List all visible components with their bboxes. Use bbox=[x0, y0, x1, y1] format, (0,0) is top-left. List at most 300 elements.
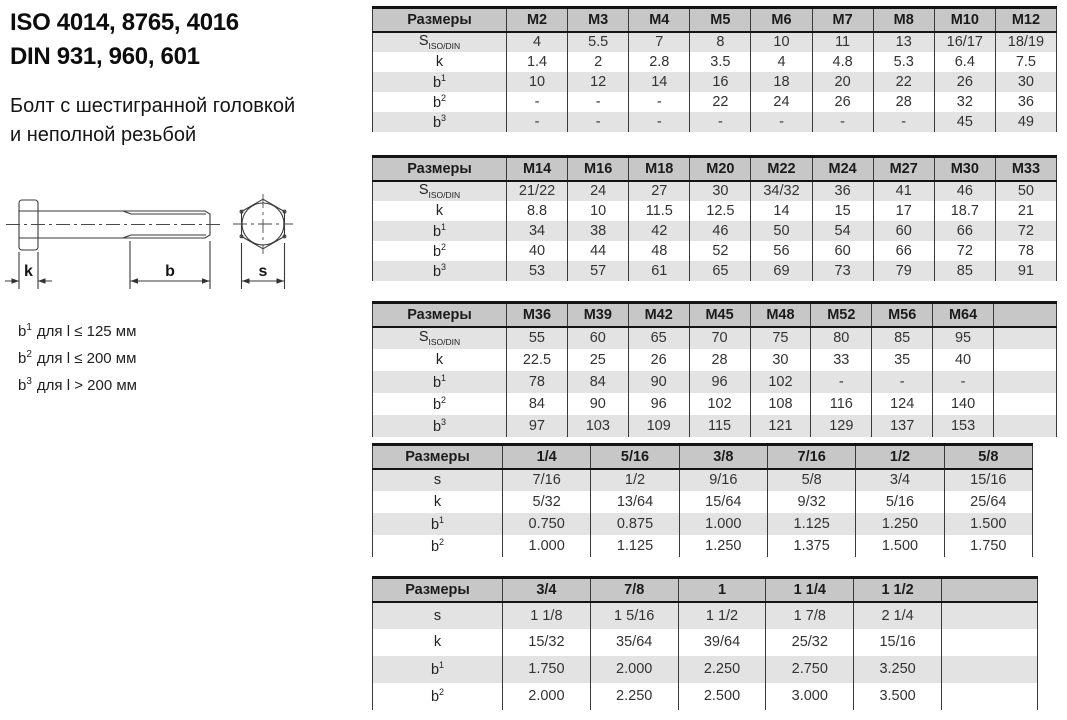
note-b2-sup: 2 bbox=[26, 349, 32, 360]
table-row bbox=[373, 327, 1057, 349]
table-header-row bbox=[373, 8, 1057, 32]
value-cell: 1.125 bbox=[591, 535, 679, 557]
value-cell: 66 bbox=[873, 241, 934, 261]
table-row bbox=[373, 683, 1038, 710]
value-cell: 34 bbox=[507, 221, 568, 241]
value-cell: 35/64 bbox=[590, 629, 678, 656]
value-cell: 72 bbox=[934, 241, 995, 261]
dimension-table-metric-m2-m12 bbox=[372, 6, 1057, 132]
value-cell: 50 bbox=[995, 181, 1056, 201]
value-cell: 10 bbox=[568, 201, 629, 221]
header-size-M20: M20 bbox=[690, 157, 751, 181]
table-row bbox=[373, 349, 1057, 371]
value-cell: 34/32 bbox=[751, 181, 812, 201]
value-cell: 4 bbox=[507, 32, 568, 52]
value-cell: 0.875 bbox=[591, 513, 679, 535]
row-label: $b^1$ bbox=[373, 656, 503, 683]
value-cell: 1 1/8 bbox=[503, 602, 591, 629]
value-cell: 1 5/16 bbox=[590, 602, 678, 629]
note-b3-symbol: b bbox=[18, 377, 27, 394]
header-sizes-label: Размеры bbox=[373, 303, 507, 327]
value-cell: 39/64 bbox=[678, 629, 766, 656]
value-cell: 1.4 bbox=[507, 52, 568, 72]
header-size-1 1/2: 1 1/2 bbox=[854, 578, 942, 602]
bolt-side-view bbox=[6, 200, 224, 250]
value-cell: 7/16 bbox=[503, 469, 591, 491]
dimension-k-label: k bbox=[24, 263, 33, 280]
value-cell: 40 bbox=[507, 241, 568, 261]
value-cell: 32 bbox=[934, 92, 995, 112]
note-b1-sup: 1 bbox=[26, 322, 32, 333]
value-cell: - bbox=[568, 92, 629, 112]
value-cell: 53 bbox=[507, 261, 568, 281]
value-cell: 38 bbox=[568, 221, 629, 241]
value-cell: 1.250 bbox=[856, 513, 944, 535]
dimension-s-arrow-right bbox=[277, 278, 285, 283]
value-cell: 5/8 bbox=[767, 469, 855, 491]
value-cell: 1.500 bbox=[944, 513, 1032, 535]
header-size-M42: M42 bbox=[628, 303, 689, 327]
header-size-M16: M16 bbox=[568, 157, 629, 181]
value-cell: 25/64 bbox=[944, 491, 1032, 513]
value-cell: 65 bbox=[690, 261, 751, 281]
row-label: $b^3$ bbox=[373, 112, 507, 132]
value-cell: 42 bbox=[629, 221, 690, 241]
dimension-k-arrow-right bbox=[38, 278, 46, 283]
row-label: $b^1$ bbox=[373, 221, 507, 241]
value-cell: 25 bbox=[567, 349, 628, 371]
value-cell: 2.250 bbox=[590, 683, 678, 710]
dimension-k-arrow-left bbox=[12, 278, 20, 283]
value-cell: 14 bbox=[751, 201, 812, 221]
table-row bbox=[373, 393, 1057, 415]
dimension-k bbox=[5, 252, 52, 289]
value-cell bbox=[994, 327, 1057, 349]
value-cell: 25/32 bbox=[766, 629, 854, 656]
value-cell: 80 bbox=[811, 327, 872, 349]
row-label: $b^2$ bbox=[373, 683, 503, 710]
value-cell: 70 bbox=[689, 327, 750, 349]
header-sizes-label: Размеры bbox=[373, 157, 507, 181]
value-cell: 5.5 bbox=[568, 32, 629, 52]
table-header-row bbox=[373, 578, 1038, 602]
product-description bbox=[10, 92, 295, 150]
value-cell: 65 bbox=[628, 327, 689, 349]
value-cell: 16 bbox=[690, 72, 751, 92]
value-cell: 1.000 bbox=[503, 535, 591, 557]
header-size-empty bbox=[942, 578, 1038, 602]
header-size-M12: M12 bbox=[995, 8, 1056, 32]
value-cell: 12.5 bbox=[690, 201, 751, 221]
value-cell: 129 bbox=[811, 415, 872, 437]
value-cell: 85 bbox=[872, 327, 933, 349]
value-cell: 2.750 bbox=[766, 656, 854, 683]
value-cell: 24 bbox=[568, 181, 629, 201]
table-row bbox=[373, 371, 1057, 393]
value-cell bbox=[994, 349, 1057, 371]
value-cell: 85 bbox=[934, 261, 995, 281]
table-header-row bbox=[373, 157, 1057, 181]
header-size-M27: M27 bbox=[873, 157, 934, 181]
value-cell: 54 bbox=[812, 221, 873, 241]
table-header-row bbox=[373, 445, 1033, 469]
value-cell: 3.5 bbox=[690, 52, 751, 72]
header-size-M5: M5 bbox=[690, 8, 751, 32]
value-cell: 121 bbox=[750, 415, 811, 437]
value-cell bbox=[942, 602, 1038, 629]
value-cell: 4.8 bbox=[812, 52, 873, 72]
row-label: k bbox=[373, 491, 503, 513]
value-cell: 18/19 bbox=[995, 32, 1056, 52]
dimension-table-metric-m14-m33 bbox=[372, 155, 1057, 281]
value-cell: 7 bbox=[629, 32, 690, 52]
thread-length-notes bbox=[18, 318, 137, 399]
header-size-M8: M8 bbox=[873, 8, 934, 32]
value-cell: 84 bbox=[507, 393, 568, 415]
value-cell: 15/32 bbox=[503, 629, 591, 656]
value-cell: 18 bbox=[751, 72, 812, 92]
row-label: $b^1$ bbox=[373, 371, 507, 393]
value-cell: 50 bbox=[751, 221, 812, 241]
value-cell: 26 bbox=[812, 92, 873, 112]
table-row bbox=[373, 201, 1057, 221]
row-label: $b^3$ bbox=[373, 261, 507, 281]
value-cell: 140 bbox=[933, 393, 994, 415]
value-cell: 3.000 bbox=[766, 683, 854, 710]
header-size-M56: M56 bbox=[872, 303, 933, 327]
value-cell: 11 bbox=[812, 32, 873, 52]
header-size-M48: M48 bbox=[750, 303, 811, 327]
value-cell: 78 bbox=[507, 371, 568, 393]
row-label: $b^1$ bbox=[373, 513, 503, 535]
table-row bbox=[373, 52, 1057, 72]
table-row bbox=[373, 513, 1033, 535]
value-cell: 36 bbox=[812, 181, 873, 201]
dimension-table bbox=[372, 155, 1057, 281]
header-size-M39: M39 bbox=[567, 303, 628, 327]
value-cell bbox=[942, 683, 1038, 710]
value-cell: 96 bbox=[628, 393, 689, 415]
row-label: s bbox=[373, 602, 503, 629]
value-cell: - bbox=[629, 112, 690, 132]
value-cell: - bbox=[507, 92, 568, 112]
value-cell: 75 bbox=[750, 327, 811, 349]
value-cell: 46 bbox=[690, 221, 751, 241]
header-size-3/8: 3/8 bbox=[679, 445, 767, 469]
value-cell: 49 bbox=[995, 112, 1056, 132]
table-row bbox=[373, 415, 1057, 437]
value-cell: - bbox=[690, 112, 751, 132]
value-cell: 2.000 bbox=[503, 683, 591, 710]
value-cell: 3.500 bbox=[854, 683, 942, 710]
value-cell: 78 bbox=[995, 241, 1056, 261]
row-label: s bbox=[373, 469, 503, 491]
header-size-M7: M7 bbox=[812, 8, 873, 32]
value-cell: 26 bbox=[934, 72, 995, 92]
value-cell: 1 1/2 bbox=[678, 602, 766, 629]
header-size-M14: M14 bbox=[507, 157, 568, 181]
row-label: k bbox=[373, 52, 507, 72]
value-cell: 10 bbox=[507, 72, 568, 92]
dimension-table bbox=[372, 6, 1057, 132]
note-b1 bbox=[18, 318, 137, 345]
row-label: k bbox=[373, 349, 507, 371]
value-cell: 9/16 bbox=[679, 469, 767, 491]
value-cell: 61 bbox=[629, 261, 690, 281]
table-row bbox=[373, 32, 1057, 52]
value-cell: - bbox=[933, 371, 994, 393]
value-cell: 97 bbox=[507, 415, 568, 437]
value-cell: 91 bbox=[995, 261, 1056, 281]
dimension-s-label: s bbox=[258, 263, 268, 280]
value-cell: 3/4 bbox=[856, 469, 944, 491]
header-size-M10: M10 bbox=[934, 8, 995, 32]
value-cell: 15/64 bbox=[679, 491, 767, 513]
header-sizes-label: Размеры bbox=[373, 445, 503, 469]
header-size-M6: M6 bbox=[751, 8, 812, 32]
table-header-row bbox=[373, 303, 1057, 327]
value-cell: 1.000 bbox=[679, 513, 767, 535]
value-cell: 22 bbox=[873, 72, 934, 92]
row-label: k bbox=[373, 201, 507, 221]
table-row bbox=[373, 602, 1038, 629]
header-size-1/2: 1/2 bbox=[856, 445, 944, 469]
value-cell: 1.750 bbox=[503, 656, 591, 683]
header-size-M2: M2 bbox=[507, 8, 568, 32]
value-cell: 90 bbox=[628, 371, 689, 393]
row-label: $S_{ISO/DIN}$ bbox=[373, 181, 507, 201]
header-size-M18: M18 bbox=[629, 157, 690, 181]
value-cell: 0.750 bbox=[503, 513, 591, 535]
value-cell: - bbox=[811, 371, 872, 393]
standards-title bbox=[10, 6, 239, 74]
dimension-b-arrow-left bbox=[131, 278, 139, 283]
value-cell: 90 bbox=[567, 393, 628, 415]
value-cell: 15/16 bbox=[944, 469, 1032, 491]
value-cell: 60 bbox=[567, 327, 628, 349]
value-cell: 1.375 bbox=[767, 535, 855, 557]
table-row bbox=[373, 629, 1038, 656]
value-cell bbox=[942, 629, 1038, 656]
value-cell: 108 bbox=[750, 393, 811, 415]
value-cell: - bbox=[751, 112, 812, 132]
value-cell: 13 bbox=[873, 32, 934, 52]
note-b3 bbox=[18, 372, 137, 399]
table-row bbox=[373, 241, 1057, 261]
value-cell: 22 bbox=[690, 92, 751, 112]
header-size-7/16: 7/16 bbox=[767, 445, 855, 469]
description-line-2: и неполной резьбой bbox=[10, 124, 197, 146]
header-size-M64: M64 bbox=[933, 303, 994, 327]
header-size-3/4: 3/4 bbox=[503, 578, 591, 602]
value-cell: 15 bbox=[812, 201, 873, 221]
value-cell: 28 bbox=[689, 349, 750, 371]
value-cell: 12 bbox=[568, 72, 629, 92]
standards-title-din: DIN 931, 960, 601 bbox=[10, 43, 200, 71]
value-cell: 15/16 bbox=[854, 629, 942, 656]
value-cell: 1.500 bbox=[856, 535, 944, 557]
value-cell: 5.3 bbox=[873, 52, 934, 72]
row-label: $S_{ISO/DIN}$ bbox=[373, 32, 507, 52]
value-cell: 1.750 bbox=[944, 535, 1032, 557]
value-cell: 18.7 bbox=[934, 201, 995, 221]
value-cell bbox=[994, 393, 1057, 415]
note-b1-text: для l ≤ 125 мм bbox=[36, 323, 137, 340]
value-cell: 7.5 bbox=[995, 52, 1056, 72]
row-label: $b^2$ bbox=[373, 92, 507, 112]
header-size-M22: M22 bbox=[751, 157, 812, 181]
value-cell: 21/22 bbox=[507, 181, 568, 201]
table-row bbox=[373, 181, 1057, 201]
header-size-M52: M52 bbox=[811, 303, 872, 327]
value-cell: 102 bbox=[750, 371, 811, 393]
table-row bbox=[373, 112, 1057, 132]
dimension-table-inch-quarter-to-fiveeighths bbox=[372, 443, 1033, 557]
value-cell: 2.000 bbox=[590, 656, 678, 683]
value-cell: 11.5 bbox=[629, 201, 690, 221]
table-row bbox=[373, 261, 1057, 281]
value-cell: 22.5 bbox=[507, 349, 568, 371]
header-size-M3: M3 bbox=[568, 8, 629, 32]
header-sizes-label: Размеры bbox=[373, 578, 503, 602]
value-cell: 115 bbox=[689, 415, 750, 437]
header-size-1: 1 bbox=[678, 578, 766, 602]
value-cell: 2.250 bbox=[678, 656, 766, 683]
header-size-M36: M36 bbox=[507, 303, 568, 327]
value-cell: - bbox=[629, 92, 690, 112]
header-size-5/8: 5/8 bbox=[944, 445, 1032, 469]
table-row bbox=[373, 221, 1057, 241]
note-b2-symbol: b bbox=[18, 350, 27, 367]
value-cell: 153 bbox=[933, 415, 994, 437]
value-cell: 1.125 bbox=[767, 513, 855, 535]
dimension-table-inch-threequarter-to-oneandhalf bbox=[372, 576, 1038, 710]
value-cell: 1.250 bbox=[679, 535, 767, 557]
row-label: $b^2$ bbox=[373, 393, 507, 415]
header-size-1 1/4: 1 1/4 bbox=[766, 578, 854, 602]
row-label: $b^3$ bbox=[373, 415, 507, 437]
header-size-M4: M4 bbox=[629, 8, 690, 32]
value-cell: 10 bbox=[751, 32, 812, 52]
value-cell bbox=[942, 656, 1038, 683]
value-cell: 8 bbox=[690, 32, 751, 52]
header-size-M45: M45 bbox=[689, 303, 750, 327]
value-cell: 109 bbox=[628, 415, 689, 437]
table-row bbox=[373, 656, 1038, 683]
value-cell: 57 bbox=[568, 261, 629, 281]
value-cell: 124 bbox=[872, 393, 933, 415]
value-cell: 116 bbox=[811, 393, 872, 415]
value-cell: 44 bbox=[568, 241, 629, 261]
value-cell: 79 bbox=[873, 261, 934, 281]
value-cell: 35 bbox=[872, 349, 933, 371]
header-size-1/4: 1/4 bbox=[503, 445, 591, 469]
header-sizes-label: Размеры bbox=[373, 8, 507, 32]
row-label: $S_{ISO/DIN}$ bbox=[373, 327, 507, 349]
bolt-technical-drawing bbox=[0, 183, 330, 318]
note-b2-text: для l ≤ 200 мм bbox=[36, 350, 137, 367]
row-label: $b^2$ bbox=[373, 535, 503, 557]
value-cell: 45 bbox=[934, 112, 995, 132]
value-cell: 30 bbox=[750, 349, 811, 371]
dimension-b bbox=[130, 241, 210, 289]
value-cell: 13/64 bbox=[591, 491, 679, 513]
value-cell: 33 bbox=[811, 349, 872, 371]
table-row bbox=[373, 535, 1033, 557]
value-cell: 3.250 bbox=[854, 656, 942, 683]
note-b1-symbol: b bbox=[18, 323, 27, 340]
value-cell: 84 bbox=[567, 371, 628, 393]
value-cell: 96 bbox=[689, 371, 750, 393]
value-cell: 69 bbox=[751, 261, 812, 281]
value-cell: 4 bbox=[751, 52, 812, 72]
value-cell: 14 bbox=[629, 72, 690, 92]
value-cell: 48 bbox=[629, 241, 690, 261]
table-row bbox=[373, 72, 1057, 92]
note-b2 bbox=[18, 345, 137, 372]
value-cell: 72 bbox=[995, 221, 1056, 241]
value-cell: 40 bbox=[933, 349, 994, 371]
table-row bbox=[373, 469, 1033, 491]
bolt-head-outline bbox=[19, 200, 38, 250]
header-size-M24: M24 bbox=[812, 157, 873, 181]
value-cell: 21 bbox=[995, 201, 1056, 221]
standards-title-iso: ISO 4014, 8765, 4016 bbox=[10, 9, 239, 36]
value-cell: - bbox=[872, 371, 933, 393]
note-b3-text: для l > 200 мм bbox=[36, 377, 137, 394]
row-label: $b^2$ bbox=[373, 241, 507, 261]
dimension-table bbox=[372, 576, 1038, 710]
value-cell: 56 bbox=[751, 241, 812, 261]
value-cell: 103 bbox=[567, 415, 628, 437]
value-cell bbox=[994, 371, 1057, 393]
value-cell: 2 1/4 bbox=[854, 602, 942, 629]
table-row bbox=[373, 491, 1033, 513]
description-line-1: Болт с шестигранной головкой bbox=[10, 95, 296, 117]
value-cell: 137 bbox=[872, 415, 933, 437]
value-cell: 52 bbox=[690, 241, 751, 261]
value-cell: 20 bbox=[812, 72, 873, 92]
value-cell: 41 bbox=[873, 181, 934, 201]
value-cell: 16/17 bbox=[934, 32, 995, 52]
header-size-5/16: 5/16 bbox=[591, 445, 679, 469]
value-cell: - bbox=[812, 112, 873, 132]
value-cell: 24 bbox=[751, 92, 812, 112]
value-cell: 5/32 bbox=[503, 491, 591, 513]
value-cell: 6.4 bbox=[934, 52, 995, 72]
row-label: $b^1$ bbox=[373, 72, 507, 92]
dimension-table bbox=[372, 301, 1057, 437]
value-cell: 2.500 bbox=[678, 683, 766, 710]
value-cell: - bbox=[873, 112, 934, 132]
value-cell: 26 bbox=[628, 349, 689, 371]
dimension-table-metric-m36-m64 bbox=[372, 301, 1057, 437]
value-cell: 60 bbox=[812, 241, 873, 261]
row-label: k bbox=[373, 629, 503, 656]
header-size-M33: M33 bbox=[995, 157, 1056, 181]
value-cell: 2.8 bbox=[629, 52, 690, 72]
dimension-b-label: b bbox=[165, 263, 175, 280]
note-b3-sup: 3 bbox=[26, 376, 32, 387]
value-cell: 60 bbox=[873, 221, 934, 241]
value-cell: 55 bbox=[507, 327, 568, 349]
value-cell: 8.8 bbox=[507, 201, 568, 221]
value-cell: 36 bbox=[995, 92, 1056, 112]
value-cell: 30 bbox=[690, 181, 751, 201]
value-cell: 9/32 bbox=[767, 491, 855, 513]
value-cell bbox=[994, 415, 1057, 437]
value-cell: 2 bbox=[568, 52, 629, 72]
